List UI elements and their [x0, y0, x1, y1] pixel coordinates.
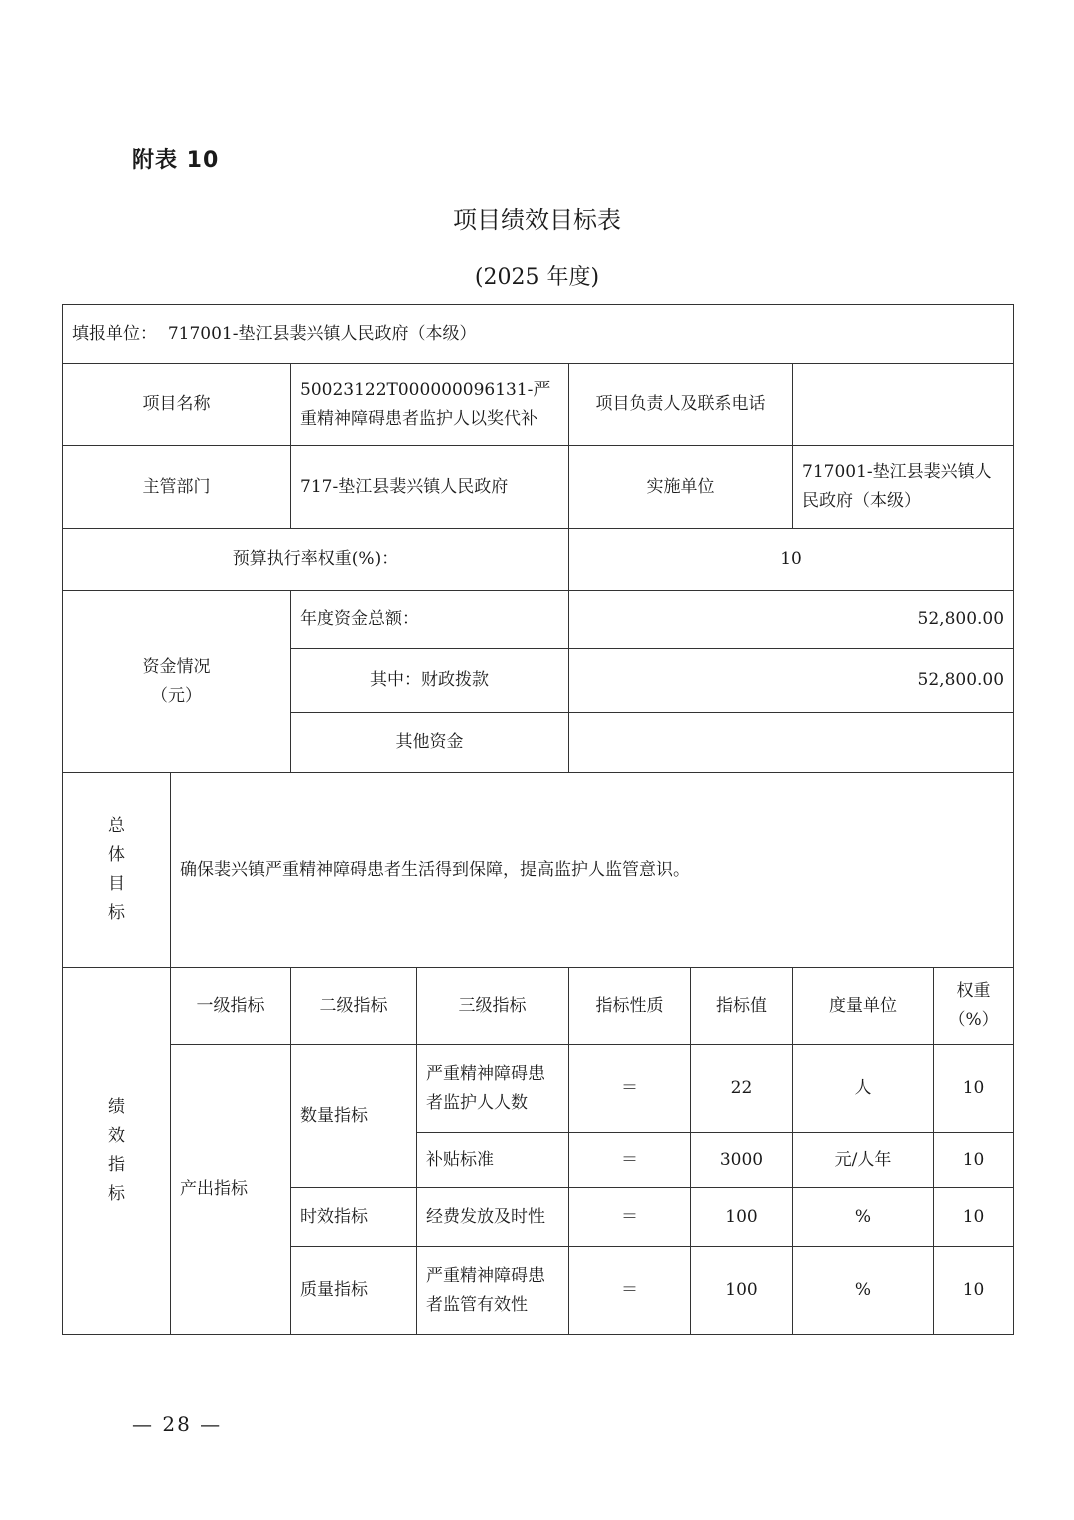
performance-target-table	[62, 304, 1014, 1335]
appendix-label: 附表 10	[132, 148, 220, 173]
value-cell: 22	[691, 1045, 793, 1133]
fiscal-funds-label: 其中：财政拨款	[291, 649, 569, 713]
implementing-unit-label: 实施单位	[569, 446, 793, 529]
other-funds-label: 其他资金	[291, 713, 569, 773]
reporting-unit-label: 填报单位：	[72, 323, 157, 344]
nature-cell: ＝	[569, 1188, 691, 1247]
weight-cell: 10	[934, 1133, 1014, 1188]
budget-weight-label: 预算执行率权重(%)：	[63, 529, 569, 591]
reporting-unit-value: 717001-垫江县裴兴镇人民政府（本级）	[167, 323, 477, 344]
unit-cell: %	[793, 1188, 934, 1247]
header-weight: 权重（%）	[934, 968, 1014, 1045]
project-manager-value	[793, 364, 1014, 446]
supervising-dept-value: 717-垫江县裴兴镇人民政府	[291, 446, 569, 529]
header-value: 指标值	[691, 968, 793, 1045]
level2-quality: 质量指标	[291, 1247, 417, 1335]
nature-cell: ＝	[569, 1247, 691, 1335]
nature-cell: ＝	[569, 1133, 691, 1188]
supervising-dept-label: 主管部门	[63, 446, 291, 529]
indicators-label	[63, 968, 171, 1335]
annual-funds-label: 年度资金总额：	[291, 591, 569, 649]
implementing-unit-value: 717001-垫江县裴兴镇人民政府（本级）	[793, 446, 1014, 529]
unit-cell: 人	[793, 1045, 934, 1133]
reporting-unit-cell	[63, 305, 1014, 364]
level3-cell: 补贴标准	[417, 1133, 569, 1188]
weight-cell: 10	[934, 1045, 1014, 1133]
level3-cell: 经费发放及时性	[417, 1188, 569, 1247]
funds-label-text: 资金情况（元）	[142, 656, 211, 706]
unit-cell: %	[793, 1247, 934, 1335]
funds-label	[63, 591, 291, 773]
value-cell: 3000	[691, 1133, 793, 1188]
budget-weight-value: 10	[569, 529, 1014, 591]
nature-cell: ＝	[569, 1045, 691, 1133]
indicators-label-text: 绩效指标	[107, 1097, 125, 1204]
fiscal-funds-value: 52,800.00	[569, 649, 1014, 713]
overall-goal-text: 确保裴兴镇严重精神障碍患者生活得到保障，提高监护人监管意识。	[171, 773, 1014, 968]
level2-timeliness: 时效指标	[291, 1188, 417, 1247]
project-name-value: 50023122T000000096131-严重精神障碍患者监护人以奖代补	[291, 364, 569, 446]
header-unit: 度量单位	[793, 968, 934, 1045]
page-subtitle: (2025 年度)	[474, 265, 600, 290]
project-name-label: 项目名称	[63, 364, 291, 446]
level3-cell: 严重精神障碍患者监管有效性	[417, 1247, 569, 1335]
level1-output: 产出指标	[171, 1045, 291, 1335]
level3-cell: 严重精神障碍患者监护人人数	[417, 1045, 569, 1133]
weight-cell: 10	[934, 1188, 1014, 1247]
other-funds-value	[569, 713, 1014, 773]
page-title: 项目绩效目标表	[453, 206, 621, 234]
header-level2: 二级指标	[291, 968, 417, 1045]
annual-funds-value: 52,800.00	[569, 591, 1014, 649]
overall-goal-label-text: 总体目标	[107, 816, 125, 923]
header-level3: 三级指标	[417, 968, 569, 1045]
unit-cell: 元/人年	[793, 1133, 934, 1188]
header-level1: 一级指标	[171, 968, 291, 1045]
level2-quantity: 数量指标	[291, 1045, 417, 1188]
value-cell: 100	[691, 1188, 793, 1247]
overall-goal-label	[63, 773, 171, 968]
project-manager-label: 项目负责人及联系电话	[569, 364, 793, 446]
header-nature: 指标性质	[569, 968, 691, 1045]
value-cell: 100	[691, 1247, 793, 1335]
weight-cell: 10	[934, 1247, 1014, 1335]
page-number: — 28 —	[132, 1412, 223, 1436]
